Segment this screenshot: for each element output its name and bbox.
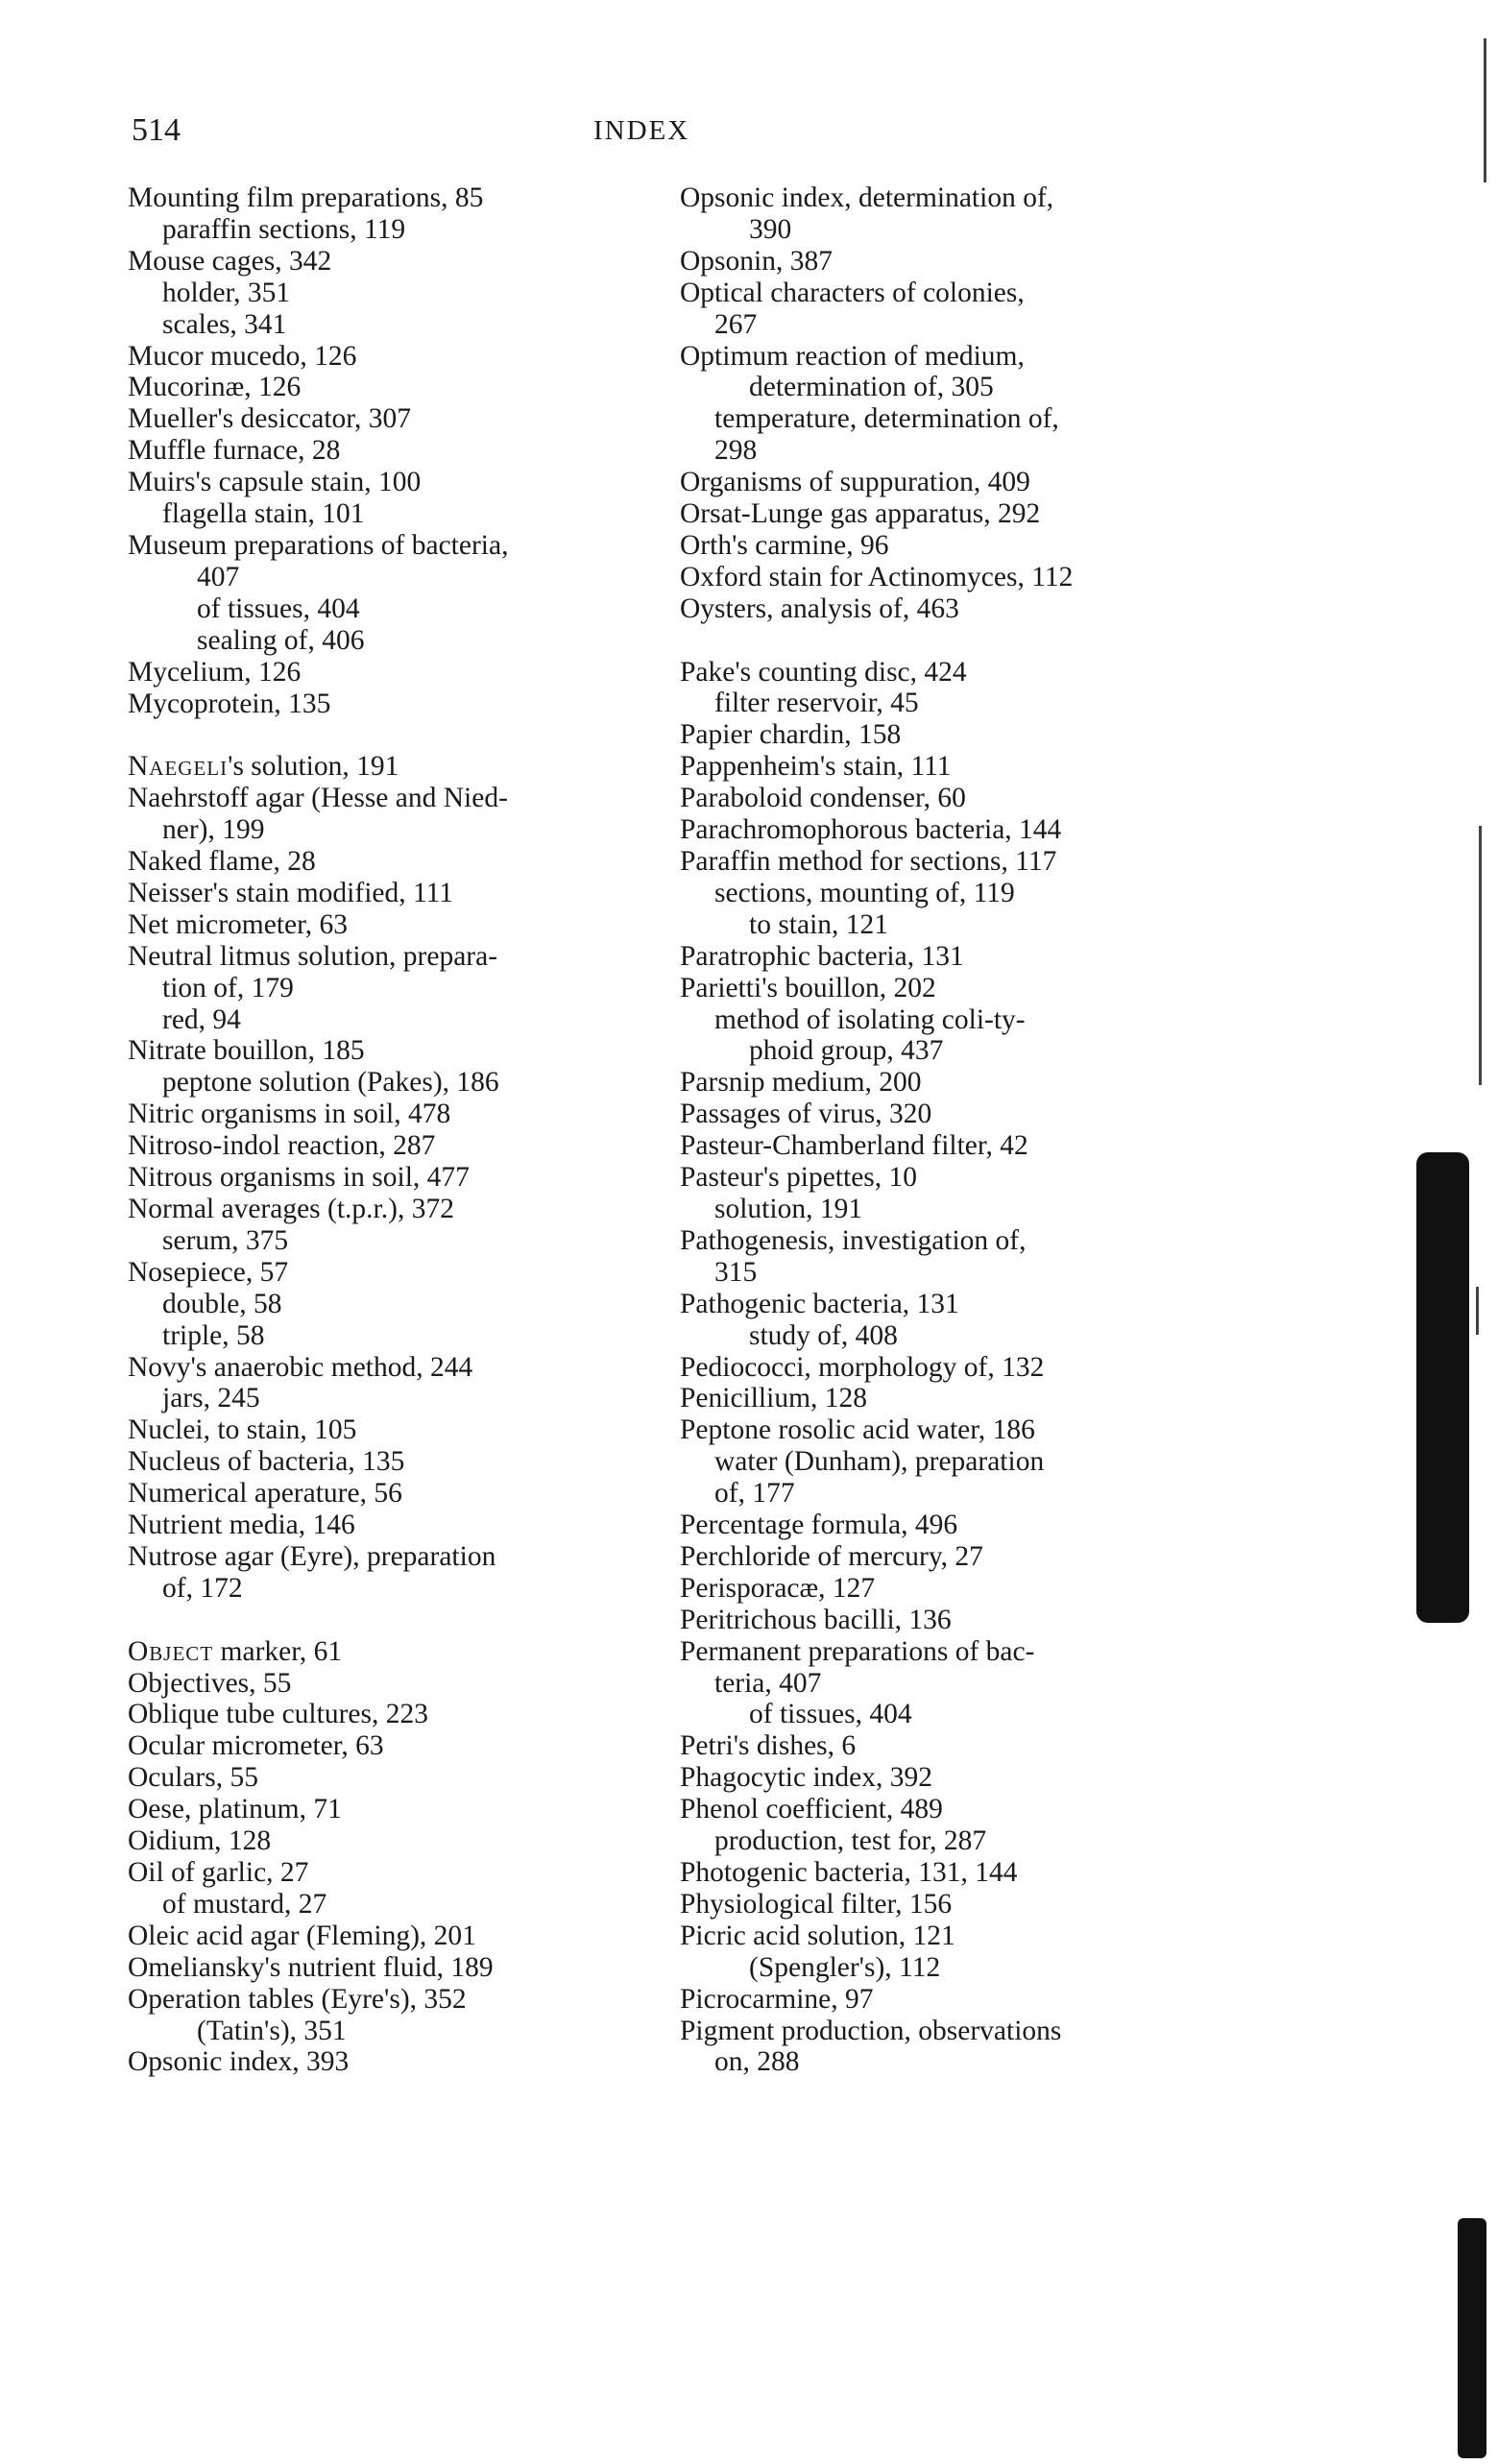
- index-entry: Muffle furnace, 28: [128, 435, 341, 467]
- index-entry: Museum preparations of bacteria,: [128, 529, 509, 561]
- scan-smudge: [1458, 2218, 1486, 2458]
- index-entry: 390: [749, 213, 792, 245]
- index-entry: solution, 191: [714, 1193, 863, 1224]
- index-entry: of tissues, 404: [197, 592, 360, 624]
- index-entry: Paraboloid condenser, 60: [680, 783, 966, 814]
- section-gap: [128, 719, 646, 751]
- scan-edge-mark: [1484, 38, 1486, 182]
- index-entry: Neisser's stain modified, 111: [128, 877, 454, 908]
- index-entry: Organisms of suppuration, 409: [680, 467, 1030, 498]
- index-entry: flagella stain, 101: [162, 498, 365, 530]
- index-entry: Picrocarmine, 97: [680, 1983, 874, 2015]
- index-entry: Picric acid solution, 121: [680, 1920, 955, 1951]
- index-entry: method of isolating coli-ty-: [714, 1003, 1026, 1035]
- running-head: INDEX: [593, 115, 690, 146]
- index-entry: Phenol coefficient, 489: [680, 1794, 943, 1825]
- index-entry: Oleic acid agar (Fleming), 201: [128, 1920, 476, 1951]
- index-entry: of, 172: [162, 1572, 243, 1604]
- index-entry: 315: [714, 1256, 758, 1288]
- index-entry: Pasteur's pipettes, 10: [680, 1162, 918, 1194]
- index-entry: Pake's counting disc, 424: [680, 656, 967, 688]
- index-entry: Normal averages (t.p.r.), 372: [128, 1193, 454, 1224]
- index-entry: Mycoprotein, 135: [128, 688, 331, 719]
- index-entry: Mouse cages, 342: [128, 245, 332, 277]
- index-entry: Novy's anaerobic method, 244: [128, 1351, 473, 1383]
- index-entry: Phagocytic index, 392: [680, 1762, 932, 1794]
- index-entry: of tissues, 404: [749, 1699, 912, 1730]
- index-entry: Numerical aperature, 56: [128, 1478, 402, 1510]
- index-entry: Pathogenic bacteria, 131: [680, 1288, 959, 1319]
- index-entry: Nitroso-indol reaction, 287: [128, 1130, 436, 1162]
- index-entry: Nitrous organisms in soil, 477: [128, 1162, 470, 1194]
- index-entry: sections, mounting of, 119: [714, 877, 1015, 908]
- index-entry: Permanent preparations of bac-: [680, 1635, 1035, 1667]
- index-entry: holder, 351: [162, 277, 291, 308]
- index-entry: production, test for, 287: [714, 1825, 987, 1857]
- index-entry: Nucleus of bacteria, 135: [128, 1446, 405, 1478]
- index-entry: Mueller's desiccator, 307: [128, 403, 411, 435]
- index-entry: of, 177: [714, 1478, 795, 1510]
- index-entry: scales, 341: [162, 308, 287, 340]
- index-entry: Naegeli's solution, 191: [128, 751, 399, 783]
- index-entry: Muirs's capsule stain, 100: [128, 467, 422, 498]
- index-entry: Petri's dishes, 6: [680, 1730, 857, 1762]
- index-entry: 407: [197, 561, 240, 592]
- index-entry: peptone solution (Pakes), 186: [162, 1067, 499, 1099]
- index-entry: Pathogenesis, investigation of,: [680, 1224, 1027, 1256]
- index-entry: Nitric organisms in soil, 478: [128, 1099, 451, 1130]
- index-entry: to stain, 121: [749, 908, 889, 940]
- scan-edge-mark: [1479, 826, 1482, 1085]
- index-entry: serum, 375: [162, 1224, 289, 1256]
- index-entry: (Spengler's), 112: [749, 1951, 941, 1983]
- index-entry: Oidium, 128: [128, 1825, 272, 1857]
- index-entry: Physiological filter, 156: [680, 1888, 953, 1920]
- index-entry: double, 58: [162, 1288, 282, 1319]
- index-entry: Orsat-Lunge gas apparatus, 292: [680, 498, 1041, 530]
- index-entry: study of, 408: [749, 1319, 898, 1351]
- index-entry: Neutral litmus solution, prepara-: [128, 940, 498, 972]
- index-entry: Pasteur-Chamberland filter, 42: [680, 1130, 1028, 1162]
- index-entry: Nutrose agar (Eyre), preparation: [128, 1540, 496, 1572]
- index-entry: paraffin sections, 119: [162, 213, 406, 245]
- index-entry: Omeliansky's nutrient fluid, 189: [128, 1951, 494, 1983]
- index-entry: jars, 245: [162, 1383, 260, 1414]
- index-entry: Operation tables (Eyre's), 352: [128, 1983, 467, 2015]
- index-entry: 298: [714, 435, 758, 467]
- index-entry: filter reservoir, 45: [714, 688, 919, 719]
- index-entry: Objectives, 55: [128, 1667, 292, 1699]
- index-entry: Percentage formula, 496: [680, 1510, 958, 1541]
- page-number: 514: [132, 112, 181, 148]
- section-gap: [680, 625, 1198, 657]
- index-entry: Penicillium, 128: [680, 1383, 868, 1414]
- index-entry: Paraffin method for sections, 117: [680, 846, 1057, 878]
- index-entry: Mounting film preparations, 85: [128, 182, 484, 213]
- index-entry: Peptone rosolic acid water, 186: [680, 1414, 1035, 1446]
- index-entry: Pappenheim's stain, 111: [680, 751, 952, 783]
- index-entry: Perisporacæ, 127: [680, 1572, 876, 1604]
- index-entry: Pigment production, observations: [680, 2015, 1062, 2046]
- index-entry: Oese, platinum, 71: [128, 1794, 342, 1825]
- index-entry: water (Dunham), preparation: [714, 1446, 1045, 1478]
- index-entry: Mucor mucedo, 126: [128, 340, 357, 372]
- scan-edge-mark: [1476, 1287, 1479, 1335]
- index-entry: Paratrophic bacteria, 131: [680, 940, 964, 972]
- index-entry: determination of, 305: [749, 372, 994, 403]
- index-entry: Oculars, 55: [128, 1762, 258, 1794]
- index-entry: Ocular micrometer, 63: [128, 1730, 384, 1762]
- index-entry: 267: [714, 308, 758, 340]
- index-entry: Net micrometer, 63: [128, 908, 348, 940]
- index-entry: Naked flame, 28: [128, 846, 316, 878]
- index-entry: Naehrstoff agar (Hesse and Nied-: [128, 783, 508, 814]
- scan-smudge: [1416, 1152, 1469, 1623]
- index-entry: Nutrient media, 146: [128, 1510, 355, 1541]
- index-entry: Parachromophorous bacteria, 144: [680, 814, 1062, 846]
- index-entry: triple, 58: [162, 1319, 265, 1351]
- index-entry: Nitrate bouillon, 185: [128, 1035, 365, 1067]
- index-entry: Oil of garlic, 27: [128, 1857, 309, 1888]
- index-column-right: [680, 182, 1198, 2078]
- index-entry: Papier chardin, 158: [680, 719, 902, 751]
- index-entry: Object marker, 61: [128, 1635, 343, 1667]
- index-entry: Photogenic bacteria, 131, 144: [680, 1857, 1018, 1889]
- index-entry: Mucorinæ, 126: [128, 372, 302, 403]
- index-entry: Orth's carmine, 96: [680, 529, 889, 561]
- index-entry: Opsonin, 387: [680, 245, 833, 277]
- index-entry: sealing of, 406: [197, 624, 365, 656]
- index-entry: Mycelium, 126: [128, 656, 302, 688]
- index-entry: teria, 407: [714, 1667, 822, 1699]
- index-entry: phoid group, 437: [749, 1035, 944, 1067]
- index-entry: red, 94: [162, 1003, 241, 1035]
- index-entry: Optical characters of colonies,: [680, 277, 1025, 308]
- index-entry: of mustard, 27: [162, 1888, 327, 1920]
- section-gap: [128, 1605, 646, 1636]
- index-entry: (Tatin's), 351: [197, 2015, 347, 2046]
- index-entry: Opsonic index, determination of,: [680, 182, 1054, 213]
- index-entry: on, 288: [714, 2046, 800, 2078]
- index-entry: Nuclei, to stain, 105: [128, 1414, 357, 1446]
- index-entry: Pediococci, morphology of, 132: [680, 1351, 1045, 1383]
- index-entry: Oysters, analysis of, 463: [680, 592, 959, 624]
- index-entry: Oblique tube cultures, 223: [128, 1699, 428, 1730]
- index-entry: Optimum reaction of medium,: [680, 340, 1025, 372]
- index-entry: Nosepiece, 57: [128, 1256, 289, 1288]
- index-entry: Opsonic index, 393: [128, 2046, 350, 2078]
- index-entry: ner), 199: [162, 814, 265, 846]
- index-entry: Parsnip medium, 200: [680, 1067, 922, 1099]
- index-entry: Perchloride of mercury, 27: [680, 1540, 983, 1572]
- index-entry: Oxford stain for Actinomyces, 112: [680, 561, 1074, 592]
- index-column-left: [128, 182, 646, 2078]
- index-entry: tion of, 179: [162, 972, 294, 1003]
- index-entry: Passages of virus, 320: [680, 1099, 932, 1130]
- index-entry: temperature, determination of,: [714, 403, 1059, 435]
- index-entry: Peritrichous bacilli, 136: [680, 1604, 952, 1635]
- index-entry: Parietti's bouillon, 202: [680, 972, 936, 1003]
